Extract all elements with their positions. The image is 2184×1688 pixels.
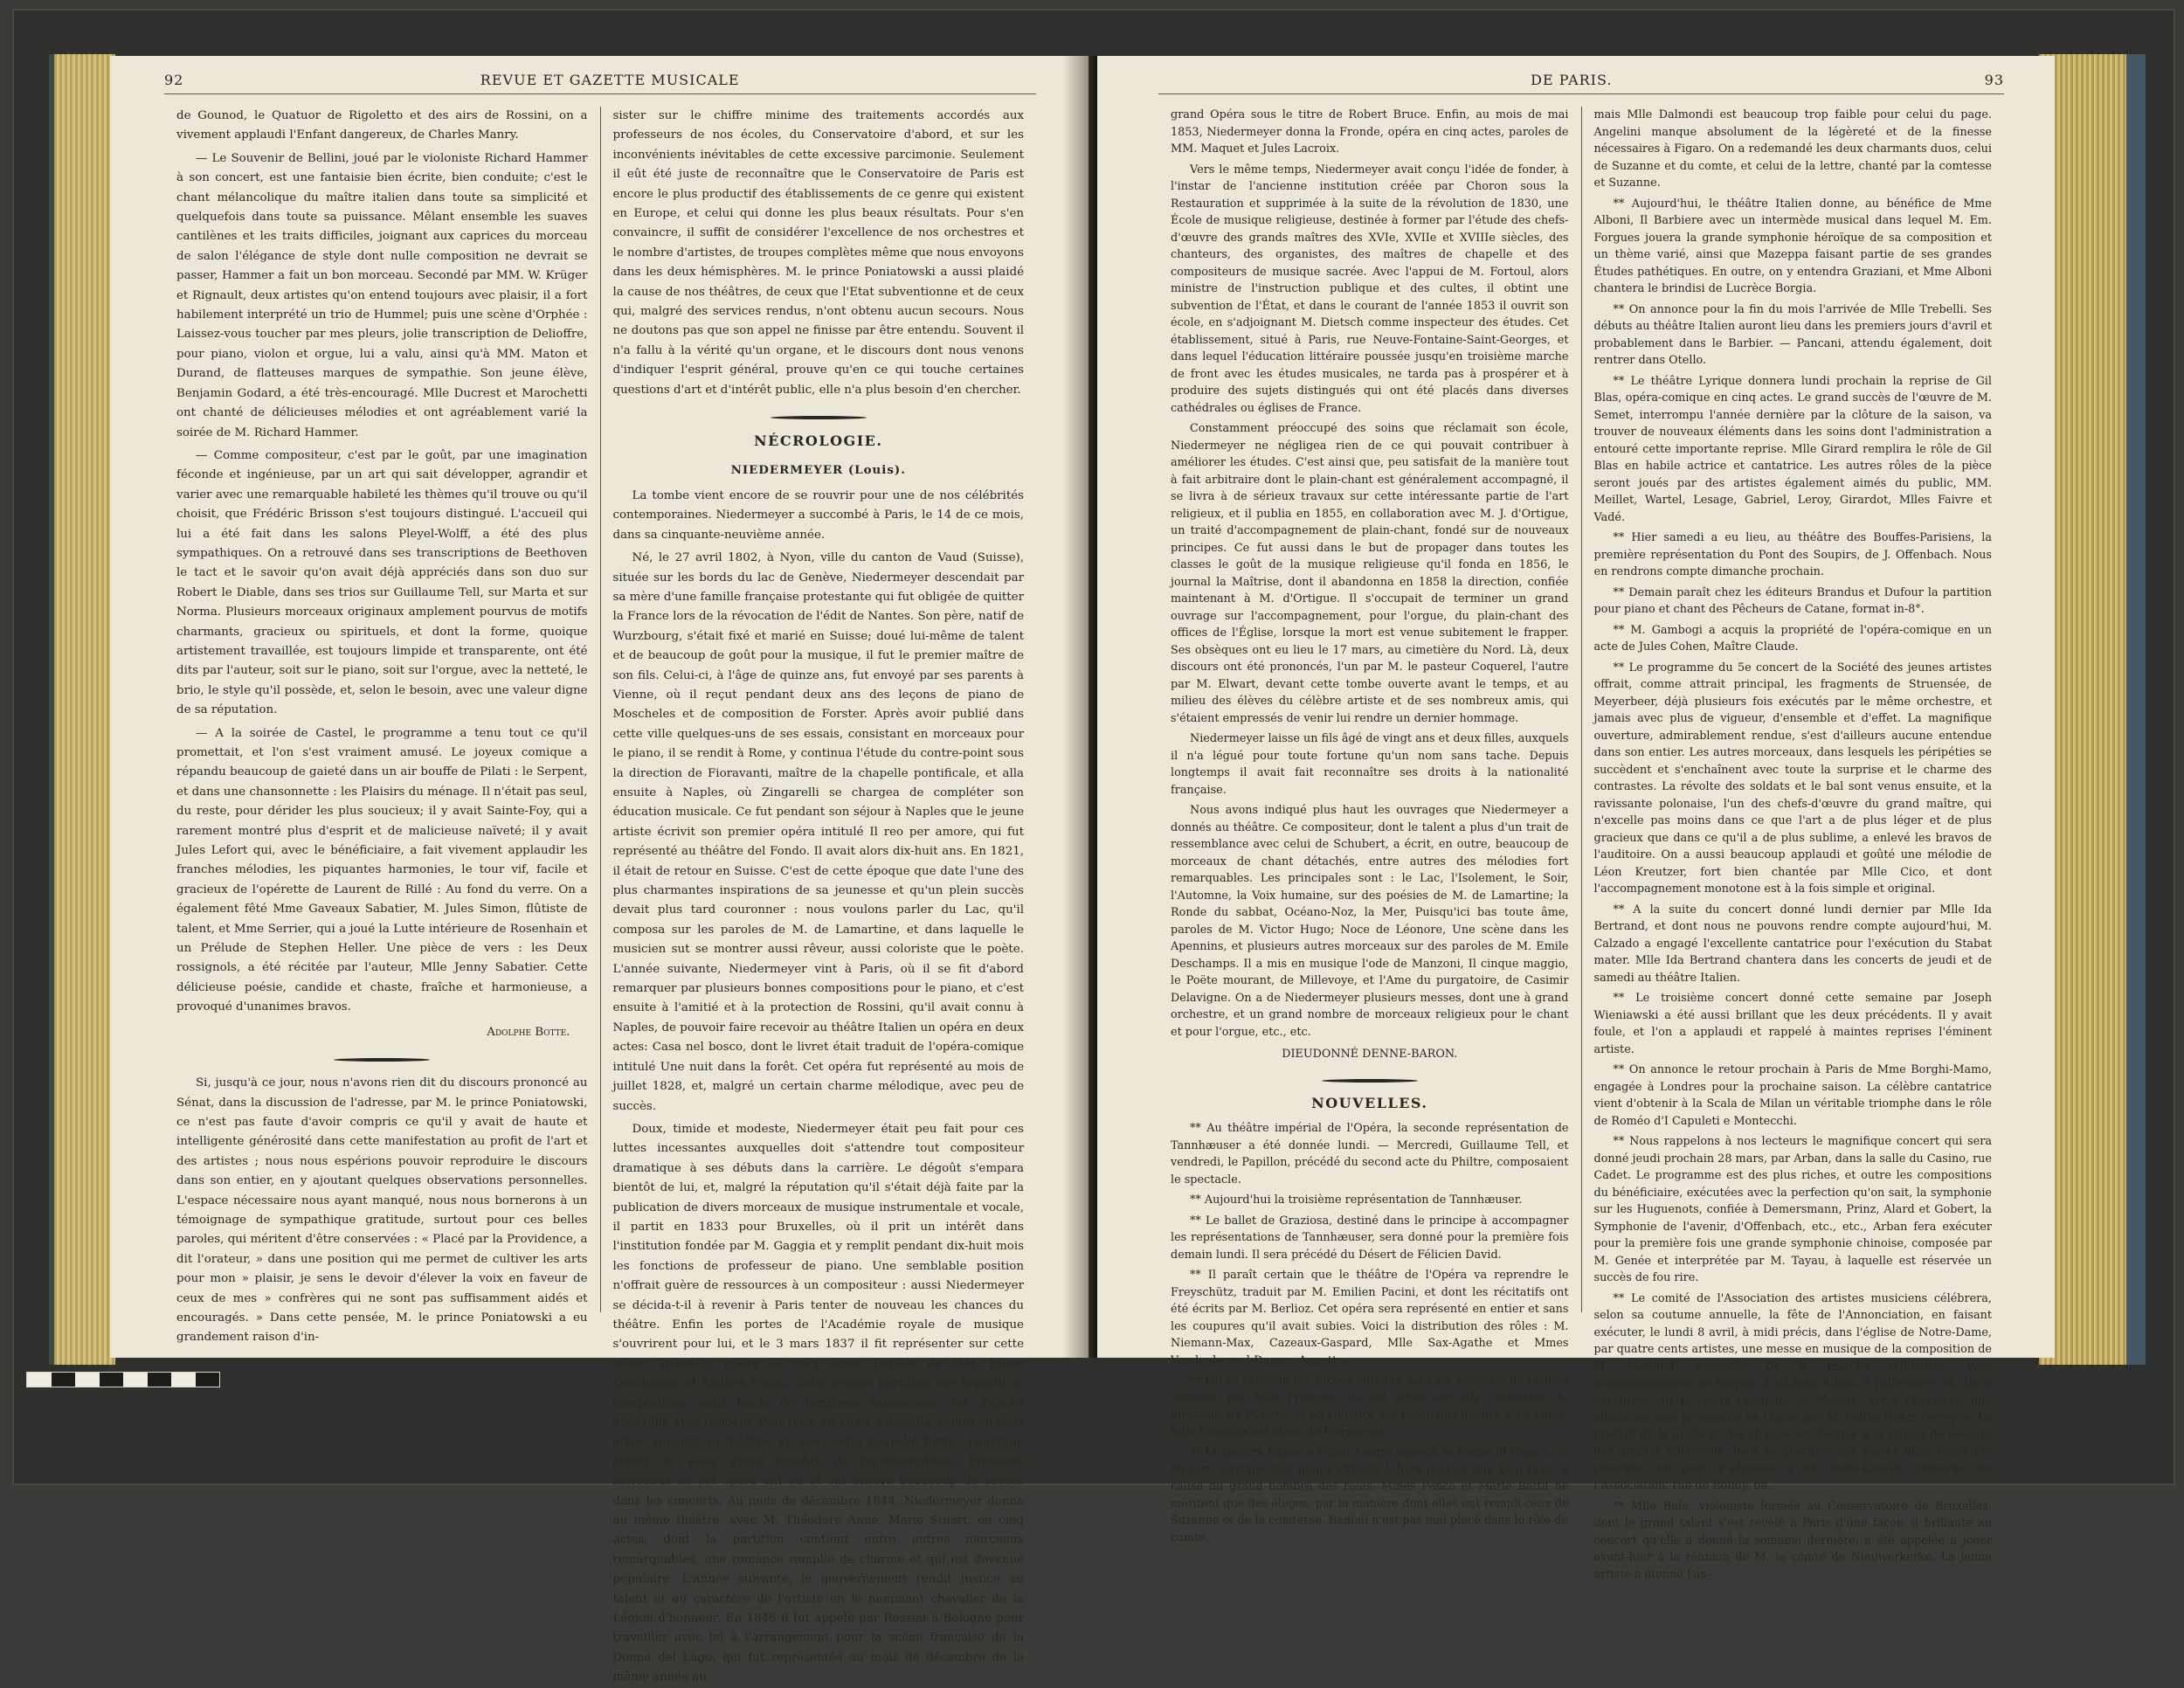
right-column-1 [1158,107,1581,1545]
right-page-edges [2039,54,2146,1365]
news-item: ** Mlle Bido, violoniste formée au Conservatoire de Bruxelles, dont le grand talent s'est révélé à Paris d'une façon si brillante au concert qu'elle a donné la semaine dernière, a été appelée à jouer avant-hier à la réunion de M. le comte de Nieuwerkerke. La jeune artiste a étonné l'as- [1593,1499,1992,1581]
ornament-divider [1171,1079,1569,1083]
paragraph: de Gounod, le Quatuor de Rigoletto et des airs de Rossini, on a vivement applaudi l'Enfant dangereux, de Charles Manry. [176,109,588,142]
page-number: 93 [1984,72,2004,88]
right-page [1097,56,2055,1581]
paragraph: Constamment préoccupé des soins que réclamait son école, Niedermeyer ne négligea rien de ce qui pouvait contribuer à améliorer les études. C'est ainsi que, peu satisfait de la manière tout à fait arbitraire dont le plain-chant est généralement accompagné, il se livra à de sérieux travaux sur cette intéressante partie de l'art religieux, et il publia en 1855, en collaboration avec M. J. d'Ortigue, un traité d'accompagnement de plain-chant, fondé sur de nouveaux principes. Ce fut aussi dans le but de propager dans toutes les classes le goût de la musique religieuse qu'il fonda en 1856, le journal la Maîtrise, dont il abandonna en 1858 la direction, confiée maintenant à M. d'Ortigue. Il s'occupait de terminer un grand ouvrage sur l'accompagnement, pour l'orgue, du plain-chant des offices de l'Église, lorsque la mort est venue subitement le frapper. Ses obsèques ont eu lieu le 17 mars, au cimetière du Nord. Là, deux discours ont été prononcés, l'un par M. le pasteur Coquerel, l'autre par M. Elwart, devant cette tombe ouverte avant le temps, et au milieu des élèves du célèbre artiste et de ses nombreux amis, qui s'étaient empressés de venir lui rendre un dernier hommage. [1171,422,1569,725]
paragraph: Doux, timide et modeste, Niedermeyer était peu fait pour ces luttes incessantes auxquelles doit s'attendre tout compositeur dramatique à ses débuts dans la carrière. Le dégoût s'empara bientôt de lui, et, malgré la réputation qu'il s'était déjà faite par la publication de divers morceaux de musique instrumentale et vocale, il partit en 1833 pour Bruxelles, où il prit un intérêt dans l'institution fondée par M. Gaggia et y remplit pendant dix-huit mois les fonctions de professeur de piano. Une semblable position n'offrait guère de ressources à un compositeur : aussi Niedermeyer se décida-t-il à revenir à Paris tenter de nouveau les chances du théâtre. Enfin les portes de l'Académie royale de musique s'ouvrirent pour lui, et le 3 mars 1837 il fit représenter sur cette scène Stradella, opéra en cinq actes, paroles de MM. Emile Deschamps et Emilien Pacini. Cette grande partition, sur laquelle le compositeur avait fondé de légitimes espérances, fut d'abord accueillie avec froideur. Plus tard, en 1843, Stradella, réduit en trois actes, reparut au théâtre, et, sous cette nouvelle forme, l'ouvrage obtint un assez grand nombre de représentations. Plusieurs morceaux de cet opéra ont eu et ont encore beaucoup de succès dans les concerts. Au mois de décembre 1844, Niedermeyer donna au même théâtre, avec M. Théodore Anne, Marie Stuart, en cinq actes, dont la partition contient entre autres morceaux remarquables, une romance remplie de charme et qui est devenue populaire. L'année suivante, le gouvernement rendit justice au talent et au caractère de l'artiste en le nommant chevalier de la Légion d'honneur. En 1846 il fut appelé par Rossini à Bologne pour travailler avec lui à l'arrangement pour la scène française de la Donna del Lago, qui fut représentée au mois de décembre de la même année au [612,1122,1024,1685]
paragraph: — A la soirée de Castel, le programme a tenu tout ce qu'il promettait, et l'on s'est vraiment amusé. Le joyeux comique a répandu beaucoup de gaieté dans un air bouffe de Pilati : le Serpent, et dans une chansonnette : les Plaisirs du ménage. Il n'était pas seul, du reste, pour dérider les plus soucieux; il y avait Sainte-Foy, qui a rarement montré plus d'esprit et de malicieuse naïveté; il y avait Jules Lefort qui, avec le bénéficiaire, a fait vivement applaudir les franches mélodies, les piquantes harmonies, le tour vif, facile et gracieux de l'opérette de Laurent de Rillé : Au fond du verre. On a également fêté Mme Gaveaux Sabatier, M. Jules Simon, flûtiste de talent, et Mme Serrier, qui a joué la Lutte intérieure de Rosenhain et un Prélude de Stephen Heller. Une pièce de vers : les Deux rossignols, a été récitée par l'auteur, Mlle Jenny Sabatier. Cette délicieuse poésie, candide et chaste, fraîche et harmonieuse, a provoqué d'unanimes bravos. [176,726,588,1014]
news-item: ** A la suite du concert donné lundi dernier par Mlle Ida Bertrand, et dont nous ne pouvons rendre compte aujourd'hui, M. Calzado a engagé l'excellente cantatrice pour l'exécution du Stabat mater. Mlle Ida Bertrand chantera dans les concerts de jeudi et de samedi au théâtre Italien. [1593,903,1992,985]
running-title: REVUE ET GAZETTE MUSICALE [480,72,740,88]
news-item: ** M. Gambogi a acquis la propriété de l'opéra-comique en un acte de Jules Cohen, Maître Claude. [1593,623,1992,654]
paragraph: — Comme compositeur, c'est par le goût, par une imagination féconde et ingénieuse, par un art qui sait développer, agrandir et varier avec une remarquable habileté les thèmes qu'il trouve ou qu'il choisit, que Frédéric Brisson s'est toujours distingué. L'accueil qui lui a été fait dans les salons Pleyel-Wolff, a été des plus sympathiques. On a retrouvé dans ses transcriptions de Beethoven le tact et le savoir qu'on avait déjà appréciés dans son duo sur Robert le Diable, dans ses trios sur Guillaume Tell, sur Marta et sur Norma. Plusieurs morceaux originaux amplement pourvus de motifs charmants, gracieux ou spirituels, et dont la forme, quoique artistement travaillée, est toujours limpide et transparente, ont été dits par l'auteur, soit sur le piano, soit sur l'orgue, avec la netteté, le brio, le style qu'il possède, et, selon le besoin, avec une valeur digne de sa réputation. [176,448,588,717]
news-item: ** Le comité de l'Association des artistes musiciens célébrera, selon sa coutume annuelle, la fête de l'Annonciation, en faisant exécuter, le lundi 8 avril, à midi précis, dans l'église de Notre-Dame, par quatre cents artistes, une messe en musique de la composition de M. Gastinel, précédée de la marche religieuse, avec accompagnement de harpes, d'Adolphe Adam. A l'offertoire, M. Alard exécutera sur le violon l'andante de Mozart. Après l'Évangile, une allocution sera prononcée en chaire par M. l'abbé Henri Perreyve. Le produit de la quête et des chaises est destiné à la Caisse de secours des artistes musiciens. Pour se procurer des places dans l'enceinte réservée, on peut s'adresser à M. Bolle-Lasalle, trésorier de l'Association, rue de Bondy, 68. [1593,1291,1992,1492]
left-page-edges [49,54,115,1365]
news-item: ** Le troisième concert donné cette semaine par Joseph Wieniawski a été aussi brillant que les deux précédents. Il y avait foule, et l'on a applaudi et rappelé à maintes reprises l'éminent artiste. [1593,992,1992,1056]
news-item: ** Le ballet de Graziosa, destiné dans le principe à accompagner les représentations de Tannhæuser, sera donné pour la première fois demain lundi. Il sera précédé du Désert de Félicien David. [1171,1214,1569,1262]
ornament-divider [176,1058,588,1062]
news-item: ** Le théâtre Lyrique donnera lundi prochain la reprise de Gil Blas, opéra-comique en cinq actes. Le grand succès de l'œuvre de M. Semet, interrompu l'année dernière par la clôture de la saison, va trouver de nouveaux éléments dans les soins dont l'administration a entouré cette importante reprise. Mlle Girard remplira le rôle de Gil Blas en habile actrice et cantatrice. Les autres rôles de la pièce seront joués par des artistes également aimés du public, MM. Meillet, Wartel, Lesage, Gabriel, Leroy, Girardot, Mlles Faivre et Vadé. [1593,374,1992,524]
news-item: ** On annonce pour la fin du mois l'arrivée de Mlle Trebelli. Ses débuts au théâtre Italien auront lieu dans les premiers jours d'avril et probablement dans le Barbier. — Pancani, attendu également, doit rentrer dans Otello. [1593,302,1992,367]
paragraph: Nous avons indiqué plus haut les ouvrages que Niedermeyer a donnés au théâtre. Ce compositeur, dont le talent a plus d'un trait de ressemblance avec celui de Schubert, a écrit, en outre, beaucoup de morceaux de chant détachés, entre autres des mélodies fort remarquables. Les principales sont : le Lac, l'Isolement, le Soir, l'Automne, la Voix humaine, sur des poésies de M. de Lamartine; la Ronde du sabbat, Océano-Noz, la Mer, Puisqu'ici bas toute âme, paroles de M. Victor Hugo; Noce de Léonore, Une scène dans les Apennins, et plusieurs autres morceaux sur des paroles de M. Emile Deschamps. Il a mis en musique l'ode de Manzoni, Il cinque maggio, le Poëte mourant, de Millevoye, et l'Ame du purgatoire, de Casimir Delavigne. On a de Niedermeyer plusieurs messes, dont une à grand orchestre, et un grand nombre de morceaux religieux pour le chant et pour l'orgue, etc., etc. [1171,804,1569,1039]
news-item: ** Hier samedi a eu lieu, au théâtre des Bouffes-Parisiens, la première représentation du Pont des Soupirs, de J. Offenbach. Nous en rendrons compte dimanche prochain. [1593,531,1992,578]
page-number: 92 [164,72,184,88]
author-signature: DIEUDONNÉ DENNE-BARON. [1282,1048,1458,1061]
right-running-head [1158,72,2004,94]
left-column-1 [164,107,600,1345]
article-heading: NIEDERMEYER (Louis). [730,462,906,477]
open-book [49,42,2146,1685]
news-item: ** Au théâtre impérial de l'Opéra, la seconde représentation de Tannhæuser a été donnée lundi. — Mercredi, Guillaume Tell, et vendredi, le Papillon, précédé du second acte du Philtre, composaient le spectacle. [1171,1122,1569,1186]
paragraph: sister sur le chiffre minime des traitements accordés aux professeurs de nos écoles, du Conservatoire d'abord, et sur les inconvénients inévitables de cette excessive parcimonie. Seulement il eût été juste de reconnaître que le Conservatoire de Paris est encore le plus productif des établissements de ce genre qui existent en Europe, et celui qui donne les plus beaux résultats. Pour s'en convaincre, il suffit de considérer l'excellence de nos orchestres et le nombre d'artistes, de troupes complètes même que nous envoyons dans les deux hémisphères. M. le prince Poniatowski a aussi plaidé la cause de nos théâtres, de ceux que l'Etat subventionne et de ceux qui, malgré des services rendus, n'ont obtenu aucun secours. Nous ne doutons pas que son appel ne finisse par être entendu. Souvent il n'a fallu à la vérité qu'un organe, et le discours dont nous venons d'indiquer l'esprit général, prouve qu'en ce qui touche certaines questions d'art et d'intérêt public, elle n'a plus besoin d'en chercher. [612,109,1024,397]
left-column-2 [601,107,1037,1685]
paragraph: Niedermeyer laisse un fils âgé de vingt ans et deux filles, auxquels il n'a légué pour toute fortune qu'un nom sans tache. Depuis longtemps il avait fait reconnaître ses droits à la nationalité française. [1171,732,1569,797]
author-signature: Adolphe Botte. [487,1025,570,1039]
running-title: DE PARIS. [1531,72,1613,88]
paragraph: grand Opéra sous le titre de Robert Bruce. Enfin, au mois de mai 1853, Niedermeyer donna la Fronde, opéra en cinq actes, paroles de MM. Maquet et Jules Lacroix. [1171,108,1569,156]
paragraph: La tombe vient encore de se rouvrir pour une de nos célébrités contemporaines. Niedermeyer a succombé à Paris, le 14 de ce mois, dans sa cinquante-neuvième année. [612,488,1024,542]
paragraph: Si, jusqu'à ce jour, nous n'avons rien dit du discours prononcé au Sénat, dans la discussion de l'adresse, par M. le prince Poniatowski, ce n'est pas faute d'avoir compris ce qu'il y avait de haute et intelligente générosité dans cette manifestation au profit de l'art et des artistes ; nous nous espérions pouvoir reproduire le discours dans son entier, en y ajoutant quelques observations personnelles. L'espace nécessaire nous ayant manqué, nous nous bornerons à un témoignage de sympathique gratitude, surtout pour ces belles paroles, qui méritent d'être conservées : « Placé par la Providence, a dit l'orateur, » dans une position qui me permet de cultiver les arts pour mon » plaisir, je sens le devoir d'élever la voix en faveur de ceux de mes » confrères qui ne sont pas suffisamment aidés et encouragés. » Dans cette pensée, M. le prince Poniatowski a eu grandement raison d'in- [176,1076,588,1345]
news-item: mais Mlle Dalmondi est beaucoup trop faible pour celui du page. Angelini manque absolument de la légèreté et de la finesse nécessaires à Figaro. On a redemandé les deux charmants duos, celui de Suzanne et du comte, et celui de la lettre, chanté par la comtesse et Suzanne. [1593,108,1992,190]
news-item: ** Aujourd'hui la troisième représentation de Tannhæuser. [1190,1193,1523,1207]
news-item: ** Aujourd'hui, le théâtre Italien donne, au bénéfice de Mme Alboni, Il Barbiere avec un intermède musical dans lequel M. Em. Forgues jouera la grande symphonie héroïque de sa composition et un thème varié, ainsi que Mazeppa faisant partie de ses grandes Études pathétiques. En outre, on y entendra Graziani, et Mme Alboni chantera le brindisi de Lucrèce Borgia. [1593,197,1992,295]
news-item: ** Le théâtre Italien a repris l'autre samedi, le Nozze di Figaro, de Mozart, ouvrage non moins difficile à bien monter que Don Juan, à cause du grand nombre des rôles. Mmes Penco et Marie Battu ne méritent que des éloges, par la manière dont elles ont rempli ceux de Suzanne et de la comtesse. Badiali n'est pas mal placé dans le rôle du comte, [1171,1446,1569,1545]
paragraph: — Le Souvenir de Bellini, joué par le violoniste Richard Hammer à son concert, est une fantaisie bien écrite, bien conduite; c'est le chant mélancolique du maître italien dans toute sa simplicité et quelquefois dans toute sa puissance. Mêlant ensemble les suaves cantilènes et les traits difficiles, joignant aux caprices du morceau de salon l'élégance de style dont nulle composition ne devrait se passer, Hammer a fait un bon morceau. Secondé par MM. W. Krüger et Rignault, deux artistes qu'on entend toujours avec plaisir, il a fort habilement interprété un trio de Hummel; puis une scène d'Orphée : Laissez-vous toucher par mes pleurs, jolie transcription de Delioffre, pour piano, violon et orgue, lui a valu, ainsi qu'à MM. Maton et Durand, de flatteuses marques de sympathie. Son jeune élève, Benjamin Godard, a été très-encouragé. Mlle Ducrest et Marochetti ont chanté de délicieuses mélodies et ont agréablement varié la soirée de M. Richard Hammer. [176,151,588,439]
ornament-divider [613,416,1025,419]
news-item: ** Demain paraît chez les éditeurs Brandus et Dufour la partition pour piano et chant des Pêcheurs de Catane, format in-8°. [1593,585,1992,616]
news-item: ** Il paraît certain que le théâtre de l'Opéra va reprendre le Freyschütz, traduit par M. Emilien Pacini, et dont les récitatifs ont été écrits par M. Berlioz. Cet opéra sera représenté en entier et sans les coupures qu'il avait subies. Voici la distribution des rôles : M. Niemann-Max, Cazeaux-Gaspard, Mlle Sax-Agathe et Mmes Vandenheuvel-Duprez-Annette. [1171,1269,1569,1367]
paragraph: Né, le 27 avril 1802, à Nyon, ville du canton de Vaud (Suisse), située sur les bords du lac de Genève, Niedermeyer descendait par sa mère d'une famille française protestante qui fut obligée de quitter la France lors de la révocation de l'édit de Nantes. Son père, natif de Wurzbourg, s'était fixé et marié en Suisse; doué lui-même de talent et de beaucoup de goût pour la musique, il fut le premier maître de son fils. Celui-ci, à l'âge de quinze ans, fut envoyé par ses parents à Vienne, où il reçut pendant deux ans des leçons de piano de Moscheles et de composition de Forster. Après avoir publié dans cette ville quelques-uns de ses essais, consistant en morceaux pour le piano, il se rendit à Rome, y continua l'étude du contre-point sous la direction de Fioravanti, maître de la chapelle pontificale, et alla ensuite à Naples, où Zingarelli se chargea de compléter son éducation musicale. Ce fut pendant son séjour à Naples que le jeune artiste écrivit son premier opéra intitulé Il reo per amore, qui fut représenté au théâtre del Fondo. Il avait alors dix-huit ans. En 1821, il était de retour en Suisse. C'est de cette époque que date l'une des plus charmantes inspirations de sa jeunesse et qu'un plein succès devait plus tard couronner : nous voulons parler du Lac, qu'il composa sur les paroles de M. de Lamartine, et dans laquelle le musicien sut se montrer aussi rêveur, aussi coloriste que le poète. L'année suivante, Niedermeyer vint à Paris, où il se fit d'abord remarquer par plusieurs bonnes compositions pour le piano, et c'est ensuite à l'amitié et à la protection de Rossini, qu'il avait connu à Naples, de pouvoir faire recevoir au théâtre Italien un opéra en deux actes: Casa nel bosco, dont le livret était traduit de l'opéra-comique intitulé Une nuit dans la forêt. Cet opéra fut représenté au mois de juillet 1828, et, malgré un certain charme mélodique, avec peu de succès. [612,551,1024,1113]
paragraph: Vers le même temps, Niedermeyer avait conçu l'idée de fonder, à l'instar de l'ancienne institution créée par Choron sous la Restauration et supprimée à la suite de la révolution de 1830, une École de musique religieuse, destinée à former par l'étude des chefs-d'œuvre des grands maîtres des XVIe, XVIIe et XVIIIe siècles, des chanteurs, des organistes, des maîtres de chapelle et des compositeurs de musique sacrée. Avec l'appui de M. Fortoul, alors ministre de l'instruction publique et des cultes, il obtint une subvention de l'État, et dans le courant de l'année 1853 il ouvrit son école, en s'adjoignant M. Dietsch comme inspecteur des études. Cet établissement, situé à Paris, rue Neuve-Fontaine-Saint-Georges, et dans lequel l'éducation littéraire poussée jusqu'en troisième marche de front avec les études musicales, ne tarda pas à prospérer et à produire des sujets distingués qui ont été placés dans diverses cathédrales ou églises de France. [1171,163,1569,415]
news-item: ** Le programme du 5e concert de la Société des jeunes artistes offrait, comme attrait principal, les fragments de Struensée, de Meyerbeer, déjà plusieurs fois exécutés par le même orchestre, et jamais avec plus de vigueur, d'ensemble et d'effet. La magnifique ouverture, admirablement rendue, s'est d'ailleurs aucune entendue dans son entier. Les autres morceaux, dans lesquels les péripéties se succèdent et s'enchaînent avec toute la surprise et le charme des contrastes. La révolte des soldats et le bal sont venus ensuite, et la ravissante polonaise, l'un des chefs-d'œuvre du grand maître, qui n'excelle pas moins dans ce que l'art a de plus léger et de plus gracieux que dans ce qu'il a de plus sublime, a enlevé les bravos de l'auditoire. On a aussi beaucoup applaudi et goûté une mélodie de Léon Kreutzer, fort bien chantée par Mlle Cico, et dont l'accompagnement monotone est à la fois simple et original. [1593,661,1992,896]
section-heading: NÉCROLOGIE. [754,432,883,450]
news-item: ** On annonce le retour prochain à Paris de Mme Borghi-Mamo, engagée à Londres pour la prochaine saison. La célèbre cantatrice vient d'obtenir à la Scala de Milan un véritable triomphe dans le rôle de Roméo d'I Capuleti e Montecchi. [1593,1063,1992,1128]
left-running-head [164,72,1036,94]
news-item: ** Nous rappelons à nos lecteurs le magnifique concert qui sera donné jeudi prochain 28 mars, par Arban, dans la salle du Casino, rue Cadet. Le programme est des plus riches, et outre les compositions du bénéficiaire, exécutées avec la perfection qu'on sait, la symphonie sur les Huguenots, confiée à Demersmann, Prinz, Alard et Gobert, la Symphonie de l'avenir, d'Offenbach, etc., etc., Arban fera exécuter pour la première fois une grande symphonie chinoise, composée par M. Genée et interprétée par M. Tayau, à laquelle est réservée un succès de fou rire. [1593,1135,1992,1284]
right-column-2 [1582,107,2005,1581]
left-page [110,56,1089,1685]
news-item: ** On se rappelle les succès obtenus dans les concerts de l'année dernière par Mlle François; ils ont attiré sur elle l'attention du directeur de l'Opéra, et on annonce ses prochains débuts dans Lucia. Mlle François est élève de Piermarini. [1171,1374,1569,1439]
section-heading: NOUVELLES. [1311,1094,1428,1111]
